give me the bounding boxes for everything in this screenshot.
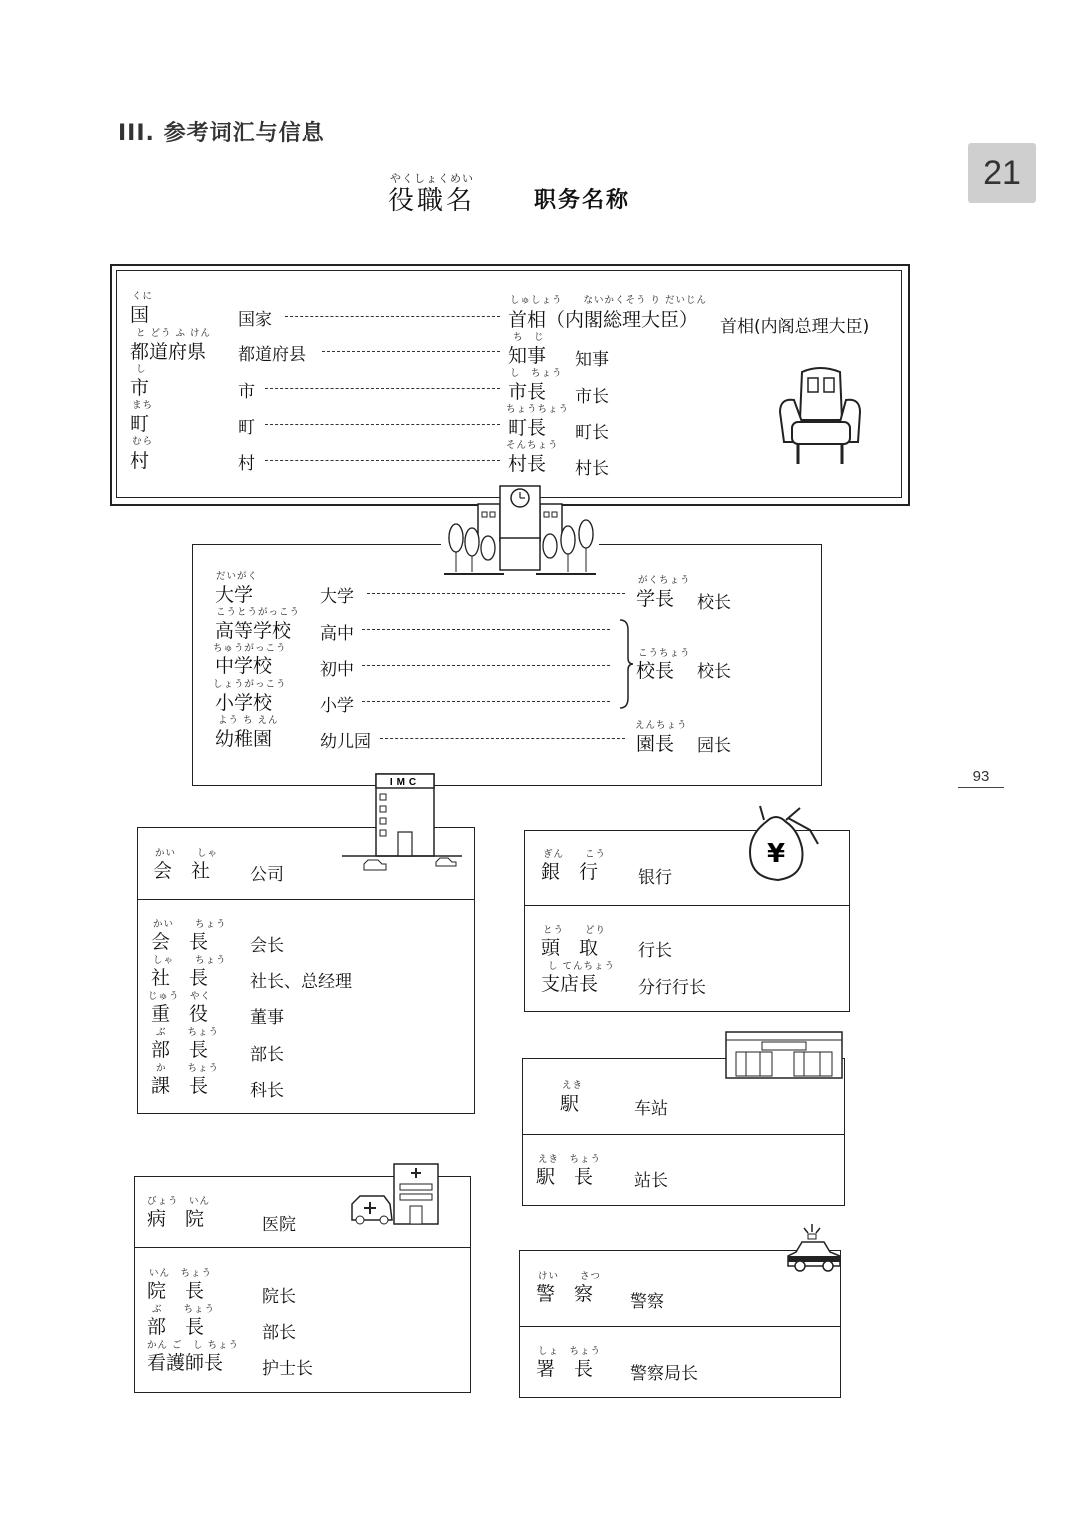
term-ruby: かい しゃ [155, 848, 219, 859]
term-jp: 町 [130, 413, 150, 435]
term-jp: 会 社 [153, 860, 211, 882]
term-jp: 病 院 [147, 1208, 205, 1230]
divider [524, 905, 850, 906]
term-cn: 站长 [634, 1171, 668, 1191]
role-ruby: えんちょう [635, 720, 688, 731]
term-cn: 警察 [630, 1292, 664, 1312]
term-cn: 国家 [238, 310, 272, 330]
term-ruby: けい さつ [538, 1271, 602, 1282]
dashed-leader [265, 424, 500, 425]
term-ruby: こうとうがっこう [216, 607, 301, 618]
role-cn: 校长 [697, 662, 731, 682]
role-jp: 学長 [636, 588, 675, 610]
role-cn: 园长 [697, 736, 731, 756]
police-car-icon [782, 1222, 848, 1274]
term-ruby: か ちょう [156, 1063, 220, 1074]
role-ruby: し ちょう [510, 368, 563, 379]
term-cn: 医院 [262, 1215, 296, 1235]
term-jp: 国 [130, 304, 150, 326]
term-jp: 支店長 [541, 973, 599, 995]
office-building-icon [342, 772, 462, 876]
term-cn: 高中 [320, 624, 354, 644]
term-cn: 社长、总经理 [250, 972, 352, 992]
term-cn: 部长 [250, 1045, 284, 1065]
term-ruby: よう ち えん [218, 715, 279, 726]
term-ruby: ぎん こう [543, 849, 607, 860]
role-cn: 町长 [575, 423, 609, 443]
term-ruby: しょ ちょう [538, 1346, 602, 1357]
term-ruby: くに [132, 291, 154, 302]
term-cn: 行长 [638, 941, 672, 961]
page-title-jp: 役職名 [388, 186, 476, 216]
term-jp: 頭 取 [541, 937, 599, 959]
term-jp: 市 [130, 377, 150, 399]
term-cn: 分行行长 [638, 978, 706, 998]
term-ruby: むら [132, 436, 154, 447]
term-ruby: だいがく [216, 571, 259, 582]
role-ruby: しゅしょう ないかくそう り だいじん [510, 295, 708, 306]
building-sign: IMC [389, 777, 421, 788]
svg-text:¥: ¥ [766, 839, 786, 869]
page-title-cn: 职务名称 [534, 188, 631, 213]
dashed-leader [322, 351, 500, 352]
role-cn: 村长 [575, 459, 609, 479]
term-ruby: えき ちょう [538, 1154, 602, 1165]
term-jp: 中学校 [215, 655, 273, 677]
term-cn: 部长 [262, 1323, 296, 1343]
term-jp: 部 長 [151, 1039, 209, 1061]
role-cn: 市长 [575, 387, 609, 407]
term-cn: 初中 [320, 660, 354, 680]
term-jp: 部 長 [147, 1316, 205, 1338]
term-ruby: ぶ ちょう [152, 1304, 216, 1315]
dashed-leader [265, 460, 500, 461]
dashed-leader [265, 388, 500, 389]
term-jp: 警 察 [536, 1283, 594, 1305]
term-cn: 都道府县 [238, 345, 306, 365]
term-jp: 大学 [215, 584, 254, 606]
bracket [618, 618, 634, 710]
term-jp: 会 長 [151, 931, 209, 953]
term-cn: 村 [238, 454, 255, 474]
term-ruby: びょう いん [147, 1196, 211, 1207]
term-ruby: しょうがっこう [213, 679, 287, 690]
role-jp: 町長 [508, 417, 547, 439]
school-building-overlay-icon [440, 482, 600, 578]
term-cn: 小学 [320, 696, 354, 716]
role-jp: 知事 [508, 345, 547, 367]
hospital-building-icon [344, 1160, 448, 1226]
term-ruby: し [136, 364, 147, 375]
term-cn: 大学 [320, 587, 354, 607]
term-ruby: し てんちょう [548, 961, 616, 972]
role-cn: 首相(内阁总理大臣) [720, 317, 870, 337]
role-jp: 首相（内閣総理大臣） [508, 309, 699, 331]
role-ruby: がくちょう [638, 575, 691, 586]
role-jp: 市長 [508, 381, 547, 403]
term-jp: 村 [130, 450, 150, 472]
term-ruby: とう どり [543, 925, 607, 936]
divider [522, 1134, 845, 1135]
section-heading: III. 参考词汇与信息 [118, 121, 325, 146]
divider [134, 1247, 471, 1248]
chapter-tab: 21 [968, 143, 1036, 203]
dashed-leader [285, 316, 500, 317]
title-ruby: やくしょくめい [390, 172, 474, 185]
role-cn: 知事 [575, 350, 609, 370]
term-ruby: ちゅうがっこう [213, 643, 287, 654]
dashed-leader [362, 701, 610, 702]
term-cn: 公司 [250, 865, 284, 885]
term-cn: 町 [238, 418, 255, 438]
role-ruby: こうちょう [638, 648, 691, 659]
term-cn: 院长 [262, 1287, 296, 1307]
term-ruby: えき [562, 1080, 584, 1091]
divider [137, 899, 475, 900]
term-cn: 市 [238, 382, 255, 402]
term-ruby: かん ご し ちょう [147, 1340, 240, 1351]
dashed-leader [380, 738, 625, 739]
term-jp: 署 長 [536, 1358, 594, 1380]
dashed-leader [367, 593, 625, 594]
term-cn: 董事 [250, 1008, 284, 1028]
term-jp: 幼稚園 [215, 728, 273, 750]
divider [519, 1326, 841, 1327]
role-ruby: ちょうちょう [506, 404, 570, 415]
term-ruby: まち [132, 400, 154, 411]
term-jp: 課 長 [151, 1075, 209, 1097]
role-ruby: そんちょう [506, 440, 559, 451]
page-number: 93 [958, 768, 1004, 788]
role-ruby: ち じ [513, 332, 545, 343]
term-jp: 重 役 [151, 1003, 209, 1025]
role-jp: 村長 [508, 453, 547, 475]
role-cn: 校长 [697, 593, 731, 613]
term-cn: 幼儿园 [320, 732, 371, 752]
term-ruby: いん ちょう [149, 1268, 213, 1279]
term-ruby: と どう ふ けん [136, 328, 212, 339]
term-cn: 银行 [638, 868, 672, 888]
dashed-leader [362, 629, 610, 630]
station-building-icon [722, 1030, 846, 1080]
term-jp: 都道府県 [130, 341, 207, 363]
term-ruby: しゃ ちょう [153, 955, 227, 966]
term-jp: 駅 長 [536, 1166, 594, 1188]
term-ruby: じゅう やく [148, 991, 212, 1002]
term-jp: 看護師長 [147, 1352, 224, 1374]
term-jp: 駅 [560, 1093, 580, 1115]
term-jp: 銀 行 [541, 861, 599, 883]
term-cn: 车站 [634, 1099, 668, 1119]
term-cn: 科长 [250, 1081, 284, 1101]
dashed-leader [362, 665, 610, 666]
role-jp: 園長 [636, 733, 675, 755]
term-ruby: かい ちょう [153, 919, 227, 930]
term-cn: 警察局长 [630, 1364, 698, 1384]
term-jp: 社 長 [151, 967, 209, 989]
money-bag-icon [738, 800, 828, 890]
term-cn: 会长 [250, 936, 284, 956]
term-jp: 院 長 [147, 1280, 205, 1302]
term-ruby: ぶ ちょう [156, 1027, 220, 1038]
term-jp: 小学校 [215, 692, 273, 714]
role-jp: 校長 [636, 660, 675, 682]
term-cn: 护士长 [262, 1359, 313, 1379]
term-jp: 高等学校 [215, 620, 292, 642]
armchair-icon [770, 360, 870, 475]
